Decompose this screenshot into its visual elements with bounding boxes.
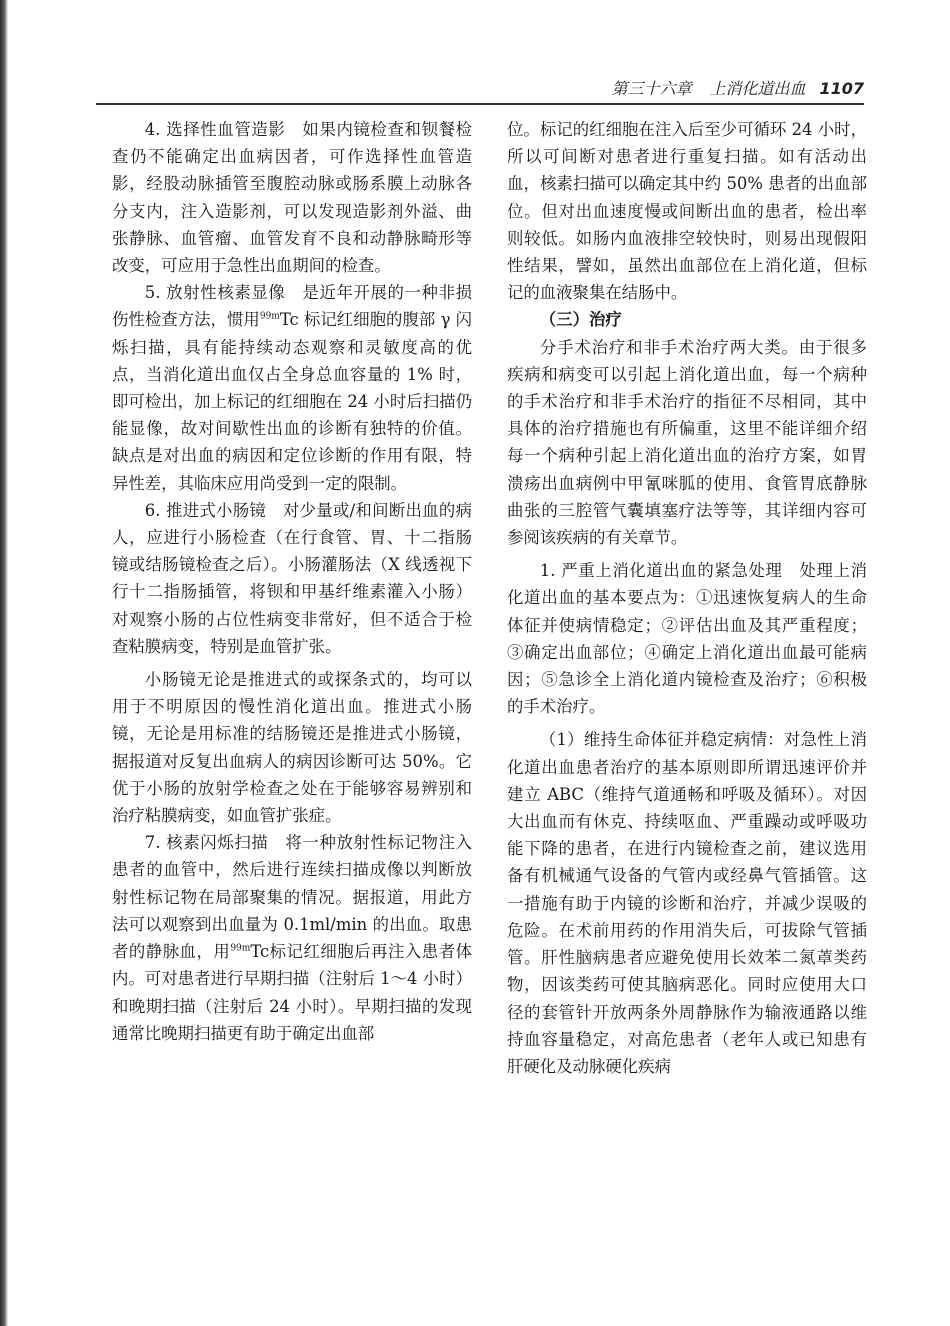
header-rule xyxy=(96,103,864,105)
paragraph-emergency-management: 1. 严重上消化道出血的紧急处理 处理上消化道出血的基本要点为：①迅速恢复病人的生命体征并使病情稳定；②评估出血及其严重程度；③确定出血部位；④确定上消化道出血最可能病因；⑤急诊全上消化道内镜检查及治疗；⑥积极的手术治疗。 xyxy=(507,561,867,717)
chapter-title: 上消化道出血 xyxy=(709,79,806,98)
left-column xyxy=(112,116,472,1047)
paragraph-enteroscopy-detail: 小肠镜无论是推进式的或探条式的，均可以用于不明原因的慢性消化道出血。推进式小肠镜，无论是用标准的结肠镜还是推进式小肠镜，据报道对反复出血病人的病因诊断可达 50%。它优于小肠的放射学检查之处在于能够容易辨别和治疗粘膜病变，如血管扩张症。 xyxy=(112,670,472,826)
section-heading-treatment: （三）治疗 xyxy=(539,310,622,330)
paragraph-treatment-overview: 分手术治疗和非手术治疗两大类。由于很多疾病和病变可以引起上消化道出血，每一个病种的手术治疗和非手术治疗的指征不尽相同，其中具体的治疗措施也有所偏重，这里不能详细介绍每一个病种引起上消化道出血的治疗方案，如胃溃疡出血病例中甲氰咪胍的使用、食管胃底静脉曲张的三腔管气囊填塞疗法等等，其详细内容可参阅该疾病的有关章节。 xyxy=(507,337,867,548)
paragraph-radionuclide-imaging: 5. 放射性核素显像 是近年开展的一种非损伤性检查方法，惯用$^{99m}$Tc 标记红细胞的腹部 γ 闪烁扫描，具有能持续动态观察和灵敏度高的优点，当消化道出血仅占全身总血容量的 1% 时，即可检出，加上标记的红细胞在 24 小时后扫描仍能显像，故对间歇性出血的诊断有独特的价值。缺点是对出血的病因和定位诊断的作用有限，特异性差，其临床应用尚受到一定的限制。 xyxy=(112,283,473,493)
paragraph-selective-angiography: 4. 选择性血管造影 如果内镜检查和钡餐检查仍不能确定出血病因者，可作选择性血管造影，经股动脉插管至腹腔动脉或肠系膜上动脉各分支内，注入造影剂，可以发现造影剂外溢、曲张静脉、血管瘤、血管发育不良和动静脉畸形等改变，可应用于急性出血期间的检查。 xyxy=(112,120,472,276)
page-number: 1107 xyxy=(819,79,864,98)
running-header xyxy=(96,76,864,99)
chapter-label: 第三十六章 xyxy=(611,79,692,98)
paragraph-scintigraphy: 7. 核素闪烁扫描 将一种放射性标记物注入患者的血管中，然后进行连续扫描成像以判断放射性标记物在局部聚集的情况。据报道，用此方法可以观察到出血量为 0.1ml/min 的出血。取患者的静脉血，用$^{99m}$Tc标记红细胞后再注入患者体内。可对患者进行早期扫描（注射后 1～4 小时）和晚期扫描（注射后 24 小时）。早期扫描的发现通常比晚期扫描更有助于确定出血部 xyxy=(112,833,473,1043)
paragraph-push-enteroscopy: 6. 推进式小肠镜 对少量或/和间断出血的病人，应进行小肠检查（在行食管、胃、十二指肠镜或结肠镜检查之后）。小肠灌肠法（X 线透视下行十二指肠插管，将钡和甲基纤维素灌入小肠）对观察小肠的占位性病变非常好，但不适合于检查粘膜病变，特别是血管扩张。 xyxy=(112,500,472,656)
paragraph-scintigraphy-continued: 位。标记的红细胞在注入后至少可循环 24 小时，所以可间断对患者进行重复扫描。如有活动出血，核素扫描可以确定其中约 50% 患者的出血部位。但对出血速度慢或间断出血的患者，检出率则较低。如肠内血液排空较快时，则易出现假阳性结果，譬如，虽然出血部位在上消化道，但标记的血液聚集在结肠中。 xyxy=(507,120,867,303)
right-column xyxy=(507,116,867,1080)
page-binding-edge xyxy=(0,0,8,1326)
paragraph-vital-signs: （1）维持生命体征并稳定病情：对急性上消化道出血患者治疗的基本原则即所谓迅速评价并建立 ABC（维持气道通畅和呼吸及循环）。对因大出血而有休克、持续呕血、严重躁动或呼吸功能下降的患者，在进行内镜检查之前，建议选用备有机械通气设备的气管内或经鼻气管插管。这一措施有助于内镜的诊断和治疗，并减少误吸的危险。在术前用药的作用消失后，可拔除气管插管。肝性脑病患者应避免使用长效苯二氮䓬类药物，因该类药可使其脑病恶化。同时应使用大口径的套管针开放两条外周静脉作为输液通路以维持血容量稳定，对高危患者（老年人或已知患有肝硬化及动脉硬化疾病 xyxy=(507,730,867,1076)
